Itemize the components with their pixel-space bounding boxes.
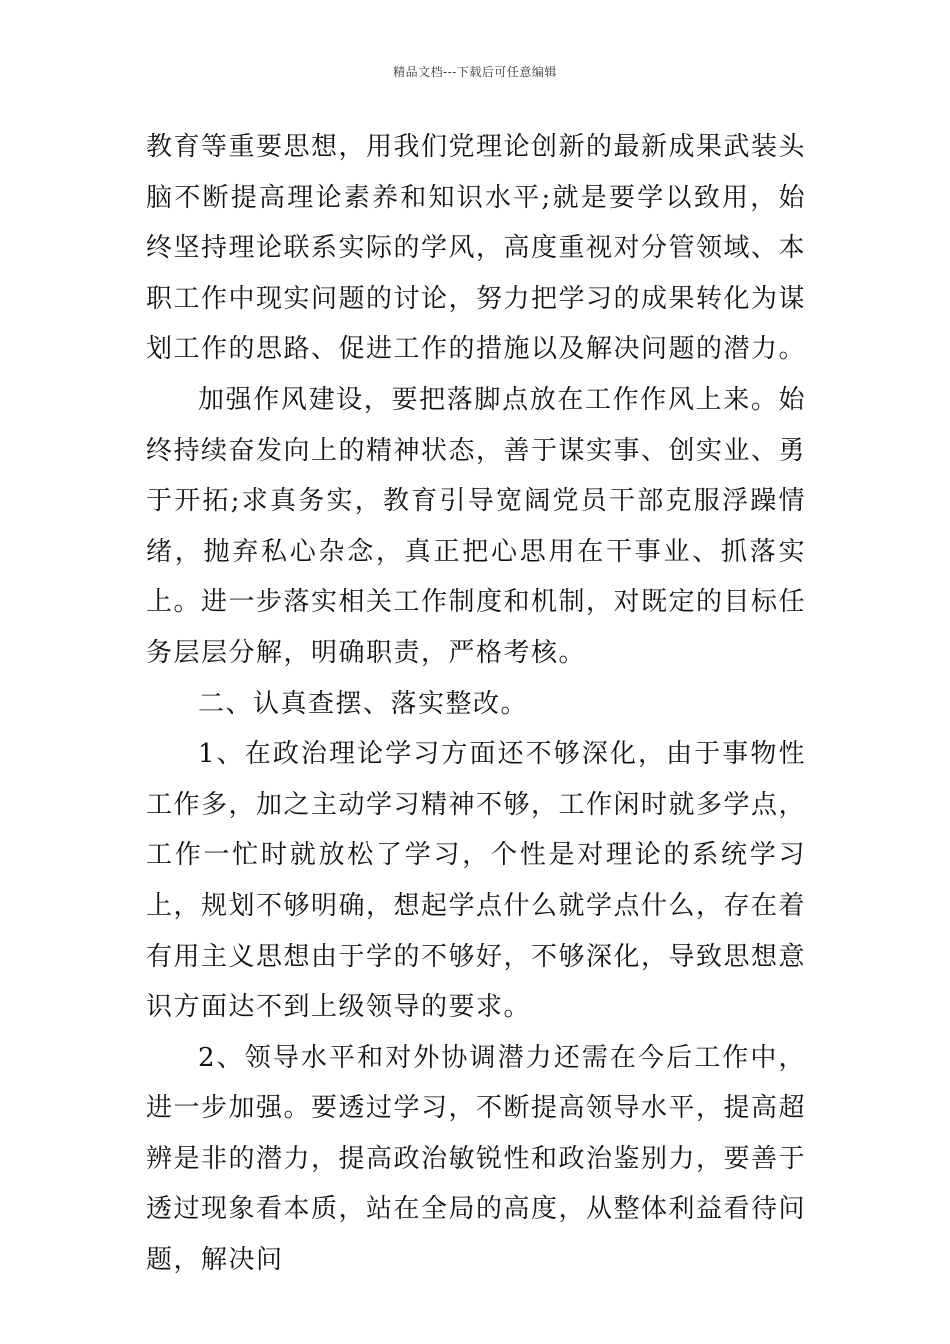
paragraph-study: 教育等重要思想，用我们党理论创新的最新成果武装头脑不断提高理论素养和知识水平;就是要学以致用，始终坚持理论联系实际的学风，高度重视对分管领域、本职工作中现实问题的讨论，努力把学习的成果转化为谋划工作的思路、促进工作的措施以及解决问题的潜力。 — [146, 132, 807, 365]
paragraph-work-style: 加强作风建设，要把落脚点放在工作作风上来。始终持续奋发向上的精神状态，善于谋实事、创实业、勇于开拓;求真务实，教育引导宽阔党员干部克服浮躁情绪，抛弃私心杂念，真正把心思用在干事业、抓落实上。进一步落实相关工作制度和机制，对既定的目标任务层层分解，明确职责，严格考核。 — [146, 384, 807, 668]
paragraph-item-1: 1、在政治理论学习方面还不够深化，由于事物性工作多，加之主动学习精神不够，工作闲时就多学点，工作一忙时就放松了学习，个性是对理论的系统学习上，规划不够明确，想起学点什么就学点什么，存在着有用主义思想由于学的不够好，不够深化，导致思想意识方面达不到上级领导的要求。 — [146, 739, 807, 1023]
section-heading-rectification: 二、认真查摆、落实整改。 — [198, 688, 529, 719]
document-body — [146, 122, 806, 1286]
page-header: 精品文档---下载后可任意编辑 — [393, 65, 557, 79]
paragraph-item-2: 2、领导水平和对外协调潜力还需在今后工作中，进一步加强。要透过学习，不断提高领导水平，提高超辨是非的潜力，提高政治敏锐性和政治鉴别力，要善于透过现象看本质，站在全局的高度，从整体利益看待问题，解决问 — [146, 1042, 807, 1276]
